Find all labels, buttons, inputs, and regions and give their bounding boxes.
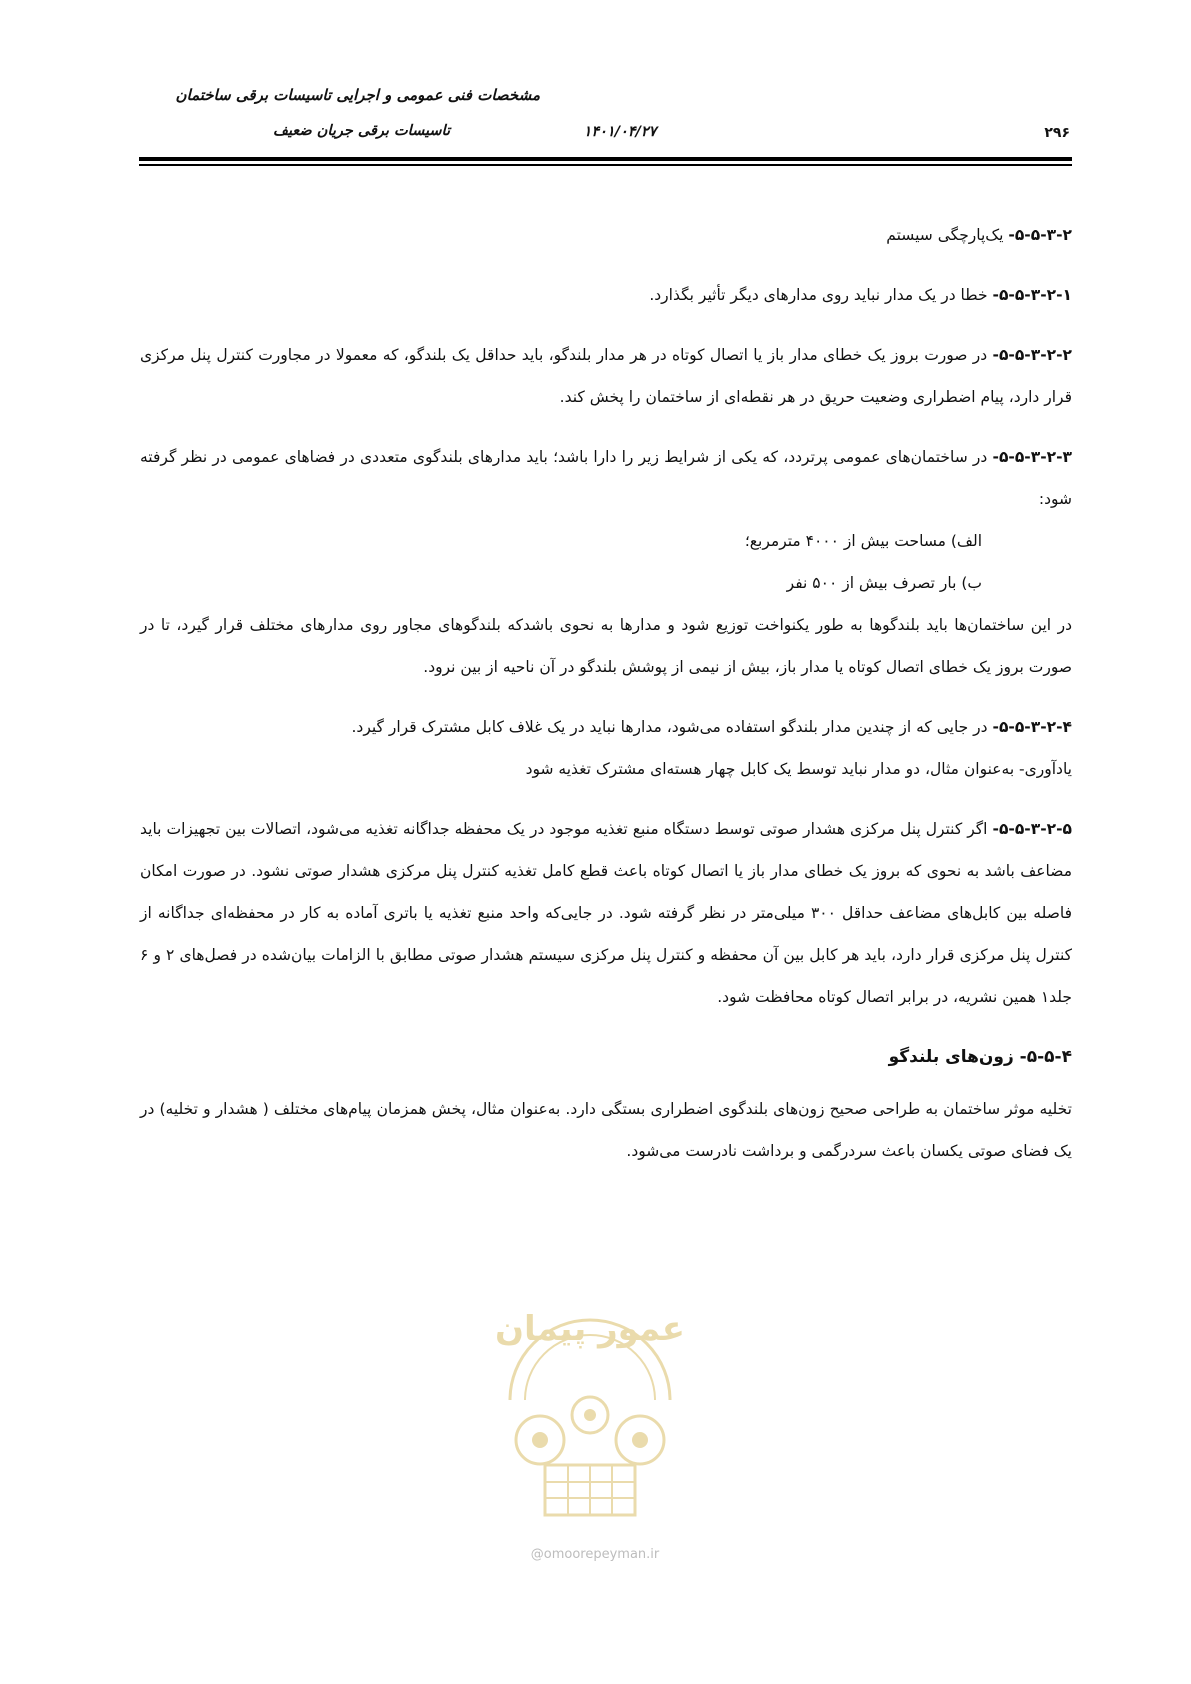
list-item-b: ب) بار تصرف بیش از ۵۰۰ نفر [786, 574, 982, 592]
clause-number: ۵-۵-۳-۲-۴- [992, 718, 1072, 736]
header-rule-thin [139, 164, 1072, 166]
clause-number: ۵-۵-۳-۲-۲- [992, 346, 1072, 364]
clause-5-5-3-2 [140, 214, 1072, 256]
clause-5-5-3-2-1 [140, 274, 1072, 316]
clause-5-5-3-2-2 [140, 334, 1072, 418]
clause-text: در ساختمان‌های عمومی پرتردد، که یکی از شرایط زیر را دارا باشد؛ باید مدارهای بلندگوی متعددی در فضاهای عمومی در نظر گرفته شود: [140, 448, 1072, 508]
clause-5-5-3-2-3 [140, 436, 1072, 520]
clause-continuation: در این ساختمان‌ها باید بلندگوها به طور یکنواخت توزیع شود و مدارها به نحوی باشدکه بلندگوهای مجاور روی مدارهای مختلف قرار گیرد، تا در صورت بروز یک خطای اتصال کوتاه یا مدار باز، بیش از نیمی از پوشش بلندگو در آن ناحیه از بین نرود. [140, 616, 1072, 676]
body-content [140, 214, 1072, 1172]
section-heading: ۵-۵-۴- زون‌های بلندگو [888, 1047, 1072, 1067]
header-rule-thick [139, 157, 1072, 161]
clause-note: یادآوری- به‌عنوان مثال، دو مدار نباید توسط یک کابل چهار هسته‌ای مشترک تغذیه شود [525, 760, 1072, 778]
clause-number: ۵-۵-۳-۲-۵- [992, 820, 1072, 838]
clause-5-5-3-2-5 [140, 808, 1072, 1018]
clause-text: در جایی که از چندین مدار بلندگو استفاده می‌شود، مدارها نباید در یک غلاف کابل مشترک قرار گیرد. [351, 718, 993, 736]
clause-number: ۵-۵-۳-۲-۳- [992, 448, 1072, 466]
clause-5-5-3-2-4 [140, 706, 1072, 748]
list-item-a: الف) مساحت بیش از ۴۰۰۰ مترمربع؛ [744, 532, 982, 550]
clause-text: یک‌پارچگی سیستم [886, 226, 1009, 244]
clause-number: ۵-۵-۳-۲-۱- [992, 286, 1072, 304]
header-title: مشخصات فنی عمومی و اجرایی تاسیسات برقی ساختمان [175, 86, 540, 104]
clause-text: خطا در یک مدار نباید روی مدارهای دیگر تأثیر بگذارد. [649, 286, 993, 304]
watermark-logo [470, 1250, 710, 1530]
clause-text: در صورت بروز یک خطای مدار باز یا اتصال کوتاه در هر مدار بلندگو، باید حداقل یک بلندگو، که معمولا در مجاورت کنترل پنل مرکزی قرار دارد، پیام اضطراری وضعیت حریق در هر نقطه‌ای از ساختمان را پخش کند. [140, 346, 1072, 406]
clause-number: ۵-۵-۳-۲- [1008, 226, 1072, 244]
header-date: ۱۴۰۱/۰۴/۲۷ [583, 124, 657, 140]
watermark-url: @omoorepeyman.ir [530, 1547, 660, 1562]
section-paragraph: تخلیه موثر ساختمان به طراحی صحیح زون‌های بلندگوی اضطراری بستگی دارد. به‌عنوان مثال، پخش همزمان پیام‌های مختلف ( هشدار و تخلیه) در یک فضای صوتی یکسان باعث سردرگمی و برداشت نادرست می‌شود. [140, 1100, 1072, 1160]
page-number: ۲۹۶ [1044, 125, 1070, 141]
clause-text: اگر کنترل پنل مرکزی هشدار صوتی توسط دستگاه منبع تغذیه موجود در یک محفظه جداگانه تغذیه می‌شود، اتصالات بین تجهیزات باید مضاعف باشد به نحوی که بروز یک خطای مدار باز یا اتصال کوتاه باعث قطع کامل تغذیه کنترل پنل مرکزی هشدار صوتی نشود. در صورت امکان فاصله بین کابل‌های مضاعف حداقل ۳۰۰ میلی‌متر در نظر گرفته شود. در جایی‌که واحد منبع تغذیه یا باتری آماده به کار در محفظه‌ای جداگانه از کنترل پنل مرکزی قرار دارد، باید هر کابل بین آن محفظه و کنترل پنل مرکزی سیستم هشدار صوتی مطابق با الزامات بیان‌شده در فصل‌های ۲ و ۶ جلد۱ همین نشریه، در برابر اتصال کوتاه محافظت شود. [140, 820, 1072, 1006]
header-subtitle: تاسیسات برقی جریان ضعیف [273, 123, 450, 139]
watermark-logo-text: عمور پیمان [495, 1309, 685, 1349]
